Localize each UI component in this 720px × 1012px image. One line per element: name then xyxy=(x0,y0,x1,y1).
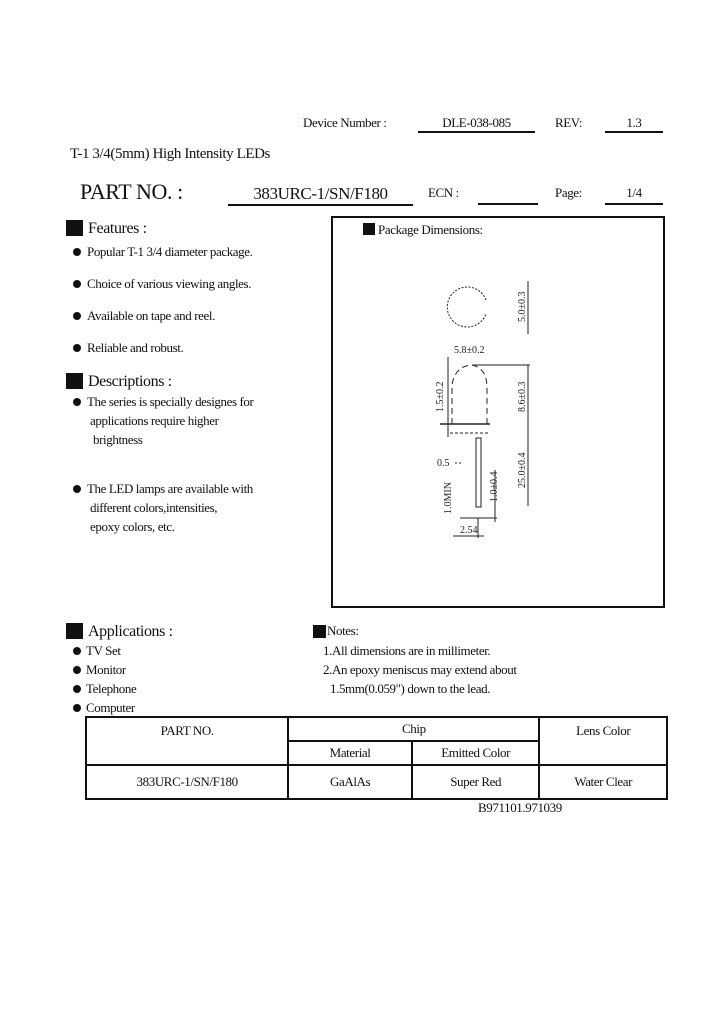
dim-flange: 5.8±0.2 xyxy=(454,345,485,356)
dim-min: 1.0MIN xyxy=(443,482,454,514)
applications-heading: Applications : xyxy=(88,623,173,640)
page-value: 1/4 xyxy=(626,185,642,200)
feature-item: Popular T-1 3/4 diameter package. xyxy=(87,244,253,259)
note-line: 1.All dimensions are in millimeter. xyxy=(323,643,491,658)
dim-pitch: 2.54 xyxy=(460,525,478,536)
device-number: DLE-038-085 xyxy=(442,115,511,130)
cell-emitted-color: Super Red xyxy=(412,765,540,799)
package-heading: Package Dimensions: xyxy=(378,222,483,237)
application-item: Computer xyxy=(86,700,135,715)
description-line: epoxy colors, etc. xyxy=(90,519,175,534)
led-body-outline xyxy=(452,365,487,424)
dim-lead-length: 25.0±0.4 xyxy=(517,452,528,488)
description-line: The series is specially designes for xyxy=(87,394,254,409)
description-line: different colors,intensities, xyxy=(90,500,218,515)
rev-label: REV: xyxy=(555,115,583,130)
feature-item: Reliable and robust. xyxy=(87,340,184,355)
part-table xyxy=(85,716,668,800)
led-lead xyxy=(476,438,481,507)
description-line: applications require higher xyxy=(90,413,219,428)
application-item: Monitor xyxy=(86,662,126,677)
bullet-icon xyxy=(73,685,81,693)
section-marker-icon xyxy=(66,623,83,639)
part-no-value: 383URC-1/SN/F180 xyxy=(253,184,388,203)
dim-lead-width: 0.5 xyxy=(437,458,450,469)
features-heading: Features : xyxy=(88,220,147,237)
dim-body-height: 8.6±0.3 xyxy=(517,381,528,412)
dim-flange-height: 1.5±0.2 xyxy=(435,381,446,412)
section-marker-icon xyxy=(313,625,326,638)
cell-material: GaAlAs xyxy=(288,765,412,799)
descriptions-heading: Descriptions : xyxy=(88,373,172,390)
ecn-label: ECN : xyxy=(428,185,459,200)
table-row xyxy=(86,765,667,799)
header-chip: Chip xyxy=(288,717,539,741)
feature-item: Choice of various viewing angles. xyxy=(87,276,252,291)
cell-lens-color: Water Clear xyxy=(539,765,667,799)
application-item: Telephone xyxy=(86,681,137,696)
bullet-icon xyxy=(73,666,81,674)
doc-title: T-1 3/4(5mm) High Intensity LEDs xyxy=(70,146,270,162)
dim-meniscus: 1.0±0.4 xyxy=(489,471,500,502)
description-line: brightness xyxy=(93,432,143,447)
cell-part-no: 383URC-1/SN/F180 xyxy=(86,765,288,799)
part-no-label: PART NO. : xyxy=(80,179,183,204)
note-line: 2.An epoxy meniscus may extend about xyxy=(323,662,517,677)
device-number-label: Device Number : xyxy=(303,115,387,130)
led-top-view-circle xyxy=(447,287,486,327)
header-lens-color: Lens Color xyxy=(539,717,667,765)
description-line: The LED lamps are available with xyxy=(87,481,253,496)
header-material: Material xyxy=(288,741,412,765)
notes-heading: Notes: xyxy=(327,623,359,638)
rev-value: 1.3 xyxy=(626,115,642,130)
bullet-icon xyxy=(73,704,81,712)
header-emitted-color: Emitted Color xyxy=(412,741,540,765)
bullet-icon xyxy=(73,647,81,655)
application-item: TV Set xyxy=(86,643,121,658)
note-line: 1.5mm(0.059") down to the lead. xyxy=(330,681,491,696)
page-label: Page: xyxy=(555,185,582,200)
dim-diameter: 5.0±0.3 xyxy=(517,291,528,322)
header-part-no: PART NO. xyxy=(86,717,288,765)
feature-item: Available on tape and reel. xyxy=(87,308,215,323)
footer-code: B971101.971039 xyxy=(478,800,562,815)
